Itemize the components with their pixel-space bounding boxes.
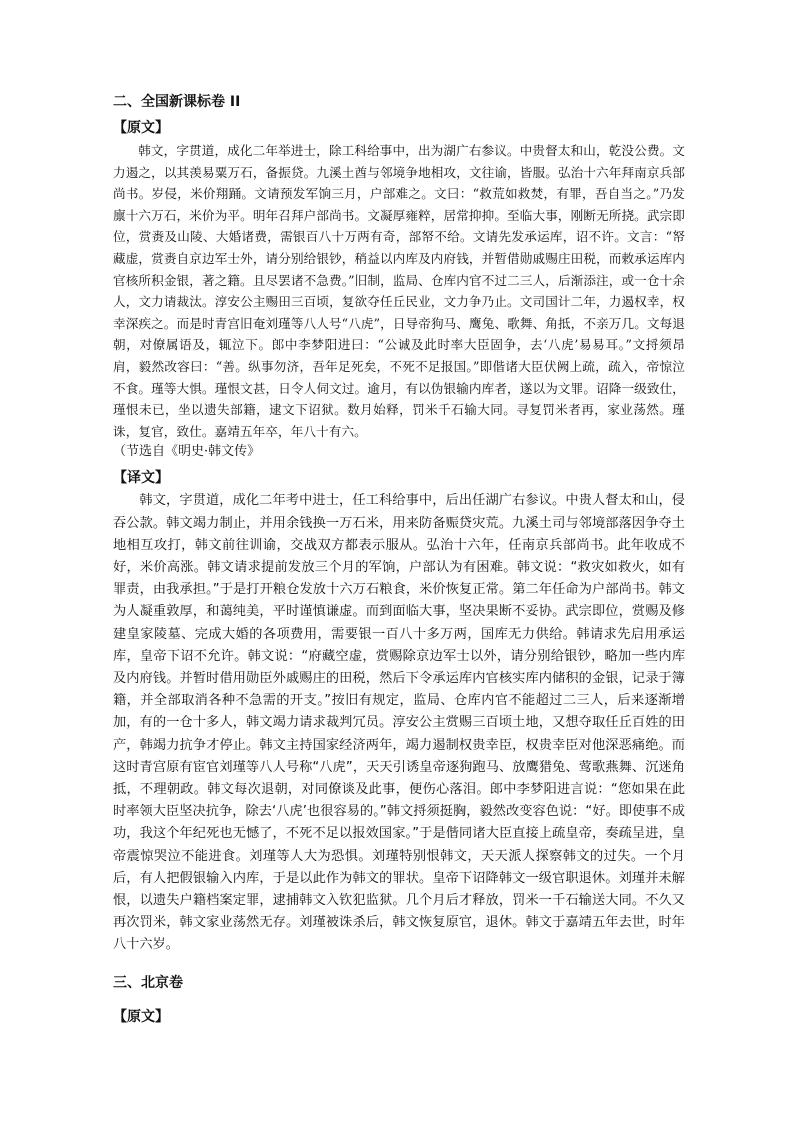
source-note: （节选自《明史·韩文传》 — [113, 444, 261, 460]
section-heading-beijing: 三、北京卷 — [113, 974, 183, 991]
original-label: 【原文】 — [113, 120, 169, 136]
document-page — [113, 92, 685, 1027]
original-label-beijing: 【原文】 — [113, 1008, 169, 1025]
original-text: 韩文，字贯道，成化二年举进士，除工科给事中，出为湖广右参议。中贵督太和山，乾没公费。文力遏之，以其羡易粟万石，备振贷。九溪土酋与邻境争地相攻，文往谕，皆服。弘治十六年拜南京兵部尚书。岁侵，米价翔踊。文请预发军饷三月，户部难之。文曰：“救荒如救焚，有罪，吾自当之。”乃发廪十六万石，米价为平。明年召拜户部尚书。文凝厚雍粹，居常抑抑。至临大事，刚断无所挠。武宗即位，赏赉及山陵、大婚诸费，需银百八十万两有奇，部帑不给。文请先发承运库，诏不许。文言：“帑藏虚，赏赉自京边军士外，请分别给银钞，稍益以内库及内府钱，并暂借勋戚赐庄田税，而敕承运库内官核所积金银，著之籍。且尽罢诸不急费。”旧制，监局、仓库内官不过二三人，后渐添注，或一仓十余人，文力请裁汰。淳安公主赐田三百顷，复欲夺任丘民业，文力争乃止。文司国计二年，力遏权幸，权幸深疾之。而是时青宫旧奄刘瑾等八人号“八虎”，日导帝狗马、鹰兔、歌舞、角抵，不亲万几。文每退朝，对僚属语及，辄泣下。郎中李梦阳进曰：“公诚及此时率大臣固争，去‘八虎’易易耳。”文捋须昂肩，毅然改容曰：“善。纵事勿济，吾年足死矣，不死不足报国。”即偕诸大臣伏阙上疏，疏入，帝惊泣不食。瑾等大惧。瑾恨文甚，日令人伺文过。逾月，有以伪银输内库者，遂以为文罪。诏降一级致仕，瑾恨未已，坐以遗失部籍，逮文下诏狱。数月始释，罚米千石输大同。寻复罚米者再，家业荡然。瑾诛，复官，致仕。嘉靖五年卒，年八十有六。 — [113, 143, 685, 439]
translation-label: 【译文】 — [113, 470, 169, 487]
section-heading-national-2: 二、全国新课标卷 II — [113, 94, 241, 110]
translation-text: 韩文，字贯道，成化二年考中进士，任工科给事中，后出任湖广右参议。中贵人督太和山，侵吞公款。韩文竭力制止，并用余钱换一万石米，用来防备赈贷灾荒。九溪土司与邻境部落因争夺土地相互攻打，韩文前往训谕，交战双方都表示服从。弘治十六年，任南京兵部尚书。此年收成不好，米价高涨。韩文请求提前发放三个月的军饷，户部认为有困难。韩文说：“救灾如救火，如有罪责，由我承担。”于是打开粮仓发放十六万石粮食，米价恢复正常。第二年任命为户部尚书。韩文为人凝重敦厚，和蔼纯美，平时谨慎谦虚。而到面临大事，坚决果断不妥协。武宗即位，赏赐及修建皇家陵墓、完成大婚的各项费用，需要银一百八十多万两，国库无力供给。韩请求先启用承运库，皇帝下诏不允许。韩文说：“府藏空虚，赏赐除京边军士以外，请分别给银钞，略加一些内库及内府钱。并暂时借用勋臣外戚赐庄的田税，然后下令承运库内官核实库内储积的金银，记录于簿籍，并全部取消各种不急需的开支。”按旧有规定，监局、仓库内官不能超过二三人，后来逐渐增加，有的一仓十多人，韩文竭力请求裁判冗员。淳安公主赏赐三百顷土地，又想夺取任丘百姓的田产，韩竭力抗争才停止。韩文主持国家经济两年，竭力遏制权贵幸臣，权贵幸臣对他深恶痛绝。而这时青宫原有宦官刘瑾等八人号称“八虎”，天天引诱皇帝逐狗跑马、放鹰猎兔、莺歌燕舞、沉迷角抵，不理朝政。韩文每次退朝，对同僚谈及此事，便伤心落泪。郎中李梦阳进言说：“您如果在此时率领大臣坚决抗争，除去‘八虎’也很容易的。”韩文捋须挺胸，毅然改变容色说：“好。即使事不成功，我这个年纪死也无憾了，不死不足以报效国家。”于是偕同诸大臣直接上疏皇帝，奏疏呈进，皇帝震惊哭泣不能进食。刘瑾等人大为恐惧。刘瑾特别恨韩文，天天派人探察韩文的过失。一个月后，有人把假银输入内库，于是以此作为韩文的罪状。皇帝下诏降韩文一级官职退休。刘瑾并未解恨，以遗失户籍档案定罪，逮捕韩文入钦犯监狱。几个月后才释放，罚米一千石输送大同。不久又再次罚米，韩文家业荡然无存。刘瑾被诛杀后，韩文恢复原官，退休。韩文于嘉靖五年去世，时年八十六岁。 — [113, 493, 685, 953]
